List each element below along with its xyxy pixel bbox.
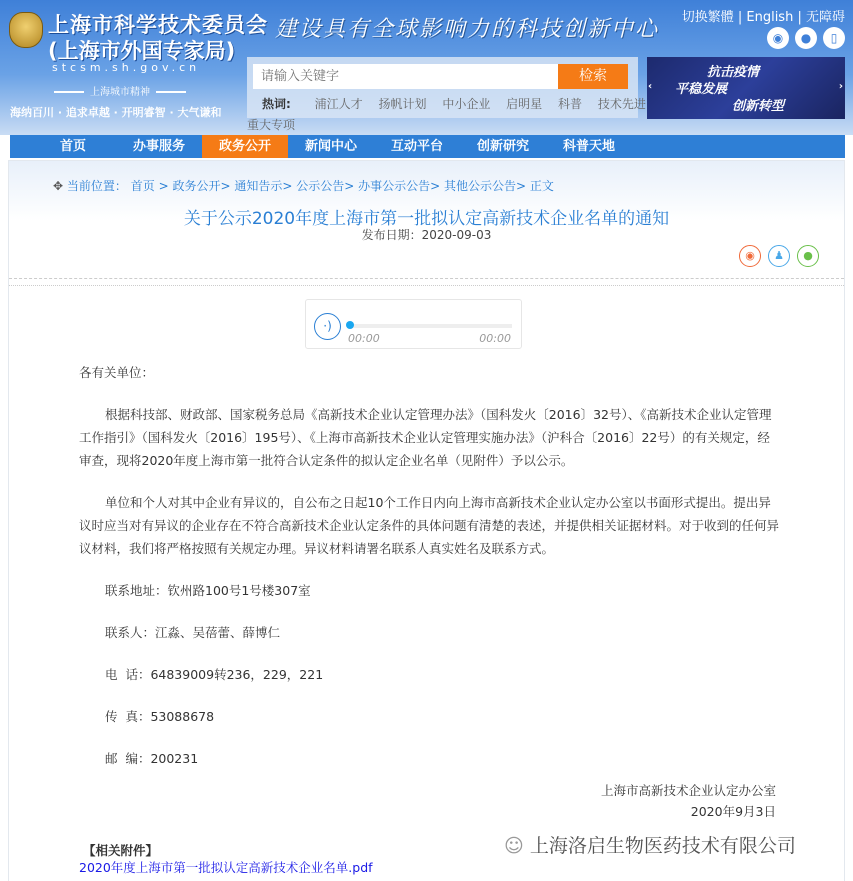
breadcrumb-item[interactable]: 政务公开 xyxy=(172,179,221,193)
org-subname: (上海市外国专家局) xyxy=(48,39,236,63)
search-button[interactable]: 检索 xyxy=(558,64,628,89)
search-input[interactable] xyxy=(253,64,558,89)
hot-words xyxy=(262,95,658,112)
banner-line: 创新转型 xyxy=(732,99,785,114)
nav-interaction[interactable]: 互动平台 xyxy=(390,139,443,154)
nav-services[interactable]: 办事服务 xyxy=(132,139,185,154)
article-panel xyxy=(8,160,845,881)
nav-gov-affairs[interactable]: 政务公开 xyxy=(202,135,288,158)
main-nav xyxy=(10,135,845,158)
weibo-icon[interactable]: ◉ xyxy=(767,27,789,49)
hot-label: 热词: xyxy=(262,97,291,111)
nav-news[interactable]: 新闻中心 xyxy=(304,139,357,154)
wechat-icon[interactable]: ● xyxy=(795,27,817,49)
contact-fax: 传 真：53088678 xyxy=(105,709,215,724)
publish-date: 发布日期：2020-09-03 xyxy=(361,228,492,242)
weibo-icon[interactable]: ◉ xyxy=(739,245,761,267)
nav-home[interactable]: 首页 xyxy=(59,139,86,154)
attachment-link[interactable]: 2020年度上海市第一批拟认定高新技术企业名单.pdf xyxy=(79,860,373,875)
english-link[interactable]: English xyxy=(746,10,794,25)
breadcrumb-label: 当前位置： xyxy=(66,179,127,193)
signer: 上海市高新技术企业认定办公室 xyxy=(600,783,776,798)
hot-word[interactable]: 扬帆计划 xyxy=(378,97,427,111)
spirit-title: 上海城市精神 xyxy=(48,83,192,98)
breadcrumb-item[interactable]: 公示公告 xyxy=(296,179,345,193)
search-panel xyxy=(247,57,646,118)
banner-line: 抗击疫情 xyxy=(707,65,760,80)
divider xyxy=(9,278,844,279)
breadcrumb-item[interactable]: 正文 xyxy=(529,179,554,193)
hot-word[interactable]: 重大专项 xyxy=(247,118,296,132)
paragraph: 根据科技部、财政部、国家税务总局《高新技术企业认定管理办法》（国科发火〔2016〕32号）、《高新技术企业认定管理工作指引》（国科发火〔2016〕195号）、《上海市高新技术企业认定管理实施办法》（沪科合〔2016〕22号）的有关规定，经审查，现将2020年度上海市第一批符合认定条件的拟认定企业名单（见附件）予以公示。 xyxy=(79,407,772,468)
banner-line: 平稳发展 xyxy=(675,82,728,97)
nav-science[interactable]: 科普天地 xyxy=(562,139,615,154)
banner-carousel[interactable] xyxy=(647,57,845,119)
watermark-text: 上海洛启生物医药技术有限公司 xyxy=(529,835,796,857)
hot-word[interactable]: 中小企业 xyxy=(442,97,491,111)
hot-word[interactable]: 技术先进 xyxy=(597,97,646,111)
hot-word[interactable]: 浦江人才 xyxy=(314,97,363,111)
mobile-icon[interactable]: ▯ xyxy=(823,27,845,49)
breadcrumb-item[interactable]: 通知告示 xyxy=(234,179,283,193)
page-title: 关于公示2020年度上海市第一批拟认定高新技术企业名单的通知 xyxy=(183,209,670,229)
wechat-icon[interactable]: ● xyxy=(797,245,819,267)
watermark xyxy=(504,831,796,858)
accessibility-link[interactable]: 无障碍 xyxy=(805,10,845,25)
contact-person: 联系人：江淼、吴蓓蕾、薛博仁 xyxy=(105,625,281,640)
site-header xyxy=(0,0,853,135)
chevron-left-icon[interactable]: ‹ xyxy=(648,81,653,92)
audio-scrubber[interactable] xyxy=(346,321,354,329)
audio-player xyxy=(305,299,522,349)
breadcrumb-item[interactable]: 首页 xyxy=(130,179,155,193)
play-audio-icon[interactable]: ·) xyxy=(314,313,341,340)
nav-research[interactable]: 创新研究 xyxy=(476,139,529,154)
org-name[interactable]: 上海市科学技术委员会 xyxy=(48,13,268,37)
contact-address: 联系地址：钦州路100号1号楼307室 xyxy=(105,583,311,598)
contact-phone: 电 话：64839009转236，229，221 xyxy=(105,667,324,682)
divider xyxy=(9,285,844,286)
breadcrumb: ✥ 当前位置： 首页 > 政务公开> 通知告示> 公示公告> 办事公示公告> 其他公示公告> 正文 xyxy=(53,179,554,193)
breadcrumb-item[interactable]: 办事公示公告 xyxy=(358,179,431,193)
article-body xyxy=(79,361,779,789)
sign-date: 2020年9月3日 xyxy=(690,804,776,819)
wechat-icon: ☺ xyxy=(504,835,524,857)
site-url: stcsm.sh.gov.cn xyxy=(52,61,201,74)
salutation: 各有关单位： xyxy=(79,365,155,380)
breadcrumb-item[interactable]: 其他公示公告 xyxy=(444,179,517,193)
hot-word[interactable]: 启明星 xyxy=(506,97,543,111)
paragraph: 单位和个人对其中企业有异议的，自公布之日起10个工作日内向上海市高新技术企业认定办公室以书面形式提出。提出异议时应当对有异议的企业存在不符合高新技术企业认定条件的具体问题有清楚的表述，并提供相关证据材料。对于收到的任何异议材料，我们将严格按照有关规定办理。异议材料请署名联系人真实姓名及联系方式。 xyxy=(79,495,780,556)
chevron-right-icon[interactable]: › xyxy=(838,81,843,92)
top-links: 切换繁體 | English | 无障碍 xyxy=(681,10,845,25)
audio-progress[interactable] xyxy=(348,324,512,328)
qq-icon[interactable]: ♟ xyxy=(768,245,790,267)
city-spirit: 海纳百川 · 追求卓越 · 开明睿智 · 大气谦和 xyxy=(10,106,222,119)
attachment-label: 【相关附件】 xyxy=(83,843,159,858)
hot-word[interactable]: 科普 xyxy=(558,97,583,111)
audio-duration: 00:00 xyxy=(479,332,511,345)
logo-emblem-icon[interactable] xyxy=(9,12,43,48)
contact-postcode: 邮 编：200231 xyxy=(105,751,199,766)
traditional-chinese-link[interactable]: 切换繁體 xyxy=(681,10,734,25)
audio-current-time: 00:00 xyxy=(348,332,380,345)
location-icon: ✥ xyxy=(53,179,64,193)
slogan: 建设具有全球影响力的科技创新中心 xyxy=(275,17,660,42)
